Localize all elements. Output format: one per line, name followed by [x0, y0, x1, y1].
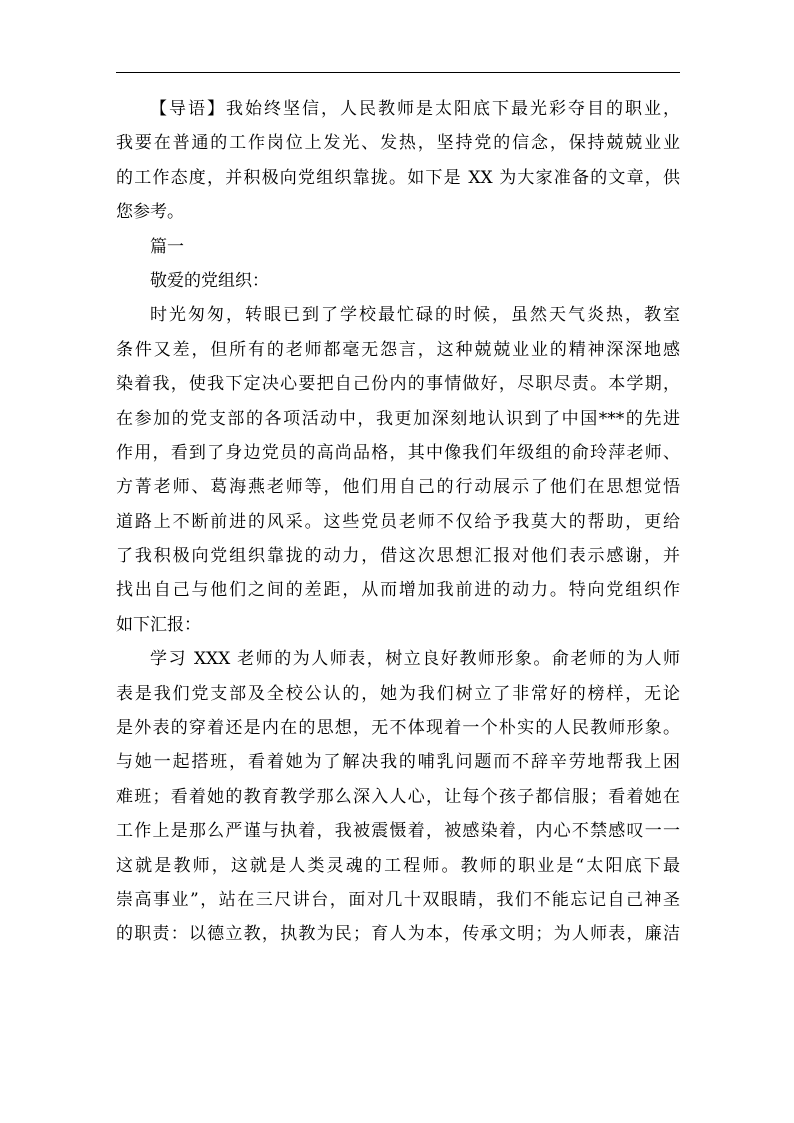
- text-line: 崇高事业”，站在三尺讲台，面对几十双眼睛，我们不能忘记自己神圣: [116, 889, 680, 910]
- header-rule: [116, 72, 680, 73]
- text-line: 与她一起搭班，看着她为了解决我的哺乳问题而不辞辛劳地帮我上困: [116, 752, 680, 773]
- text-line: 敬爱的党组织：: [150, 270, 269, 291]
- text-line: 工作上是那么严谨与执着，我被震慑着，被感染着，内心不禁感叹一一: [116, 821, 680, 842]
- text-line: 我要在普通的工作岗位上发光、发热，坚持党的信念，保持兢兢业业: [116, 133, 680, 154]
- text-line: 方菁老师、葛海燕老师等，他们用自己的行动展示了他们在思想觉悟: [116, 477, 680, 498]
- text-line: 了我积极向党组织靠拢的动力，借这次思想汇报对他们表示感谢，并: [116, 546, 680, 567]
- text-line: 如下汇报：: [116, 614, 201, 635]
- text-line: 篇一: [150, 236, 184, 257]
- paragraph: [116, 642, 680, 952]
- paragraph: [116, 92, 680, 230]
- text-line: 【导语】我始终坚信，人民教师是太阳底下最光彩夺目的职业，: [150, 99, 680, 119]
- text-line: 时光匆匆，转眼已到了学校最忙碌的时候，虽然天气炎热，教室: [150, 305, 680, 326]
- paragraph: [116, 264, 680, 298]
- text-line: 学习 XXX 老师的为人师表，树立良好教师形象。俞老师的为人师: [150, 649, 680, 670]
- document-body: [116, 92, 680, 952]
- text-line: 染着我，使我下定决心要把自己份内的事情做好，尽职尽责。本学期，: [116, 374, 680, 395]
- text-line: 条件又差，但所有的老师都毫无怨言，这种兢兢业业的精神深深地感: [116, 339, 680, 360]
- text-line: 这就是教师，这就是人类灵魂的工程师。教师的职业是“太阳底下最: [116, 855, 680, 876]
- text-line: 作用，看到了身边党员的高尚品格，其中像我们年级组的俞玲萍老师、: [116, 442, 680, 463]
- text-line: 难班；看着她的教育教学那么深入人心，让每个孩子都信服；看着她在: [116, 786, 680, 807]
- text-line: 表是我们党支部及全校公认的，她为我们树立了非常好的榜样，无论: [116, 683, 680, 704]
- text-line: 道路上不断前进的风采。这些党员老师不仅给予我莫大的帮助，更给: [116, 511, 680, 532]
- paragraph: [116, 298, 680, 642]
- text-line: 在参加的党支部的各项活动中，我更加深刻地认识到了中国***的先进: [116, 408, 680, 429]
- paragraph: [116, 230, 680, 264]
- text-line: 是外表的穿着还是内在的思想，无不体现着一个朴实的人民教师形象。: [116, 718, 680, 739]
- text-line: 的职责：以德立教，执教为民；育人为本，传承文明；为人师表，廉洁: [116, 924, 680, 945]
- text-line: 找出自己与他们之间的差距，从而增加我前进的动力。特向党组织作: [116, 580, 680, 601]
- text-line: 的工作态度，并积极向党组织靠拢。如下是 XX 为大家准备的文章，供: [116, 167, 680, 188]
- text-line: 您参考。: [116, 202, 184, 223]
